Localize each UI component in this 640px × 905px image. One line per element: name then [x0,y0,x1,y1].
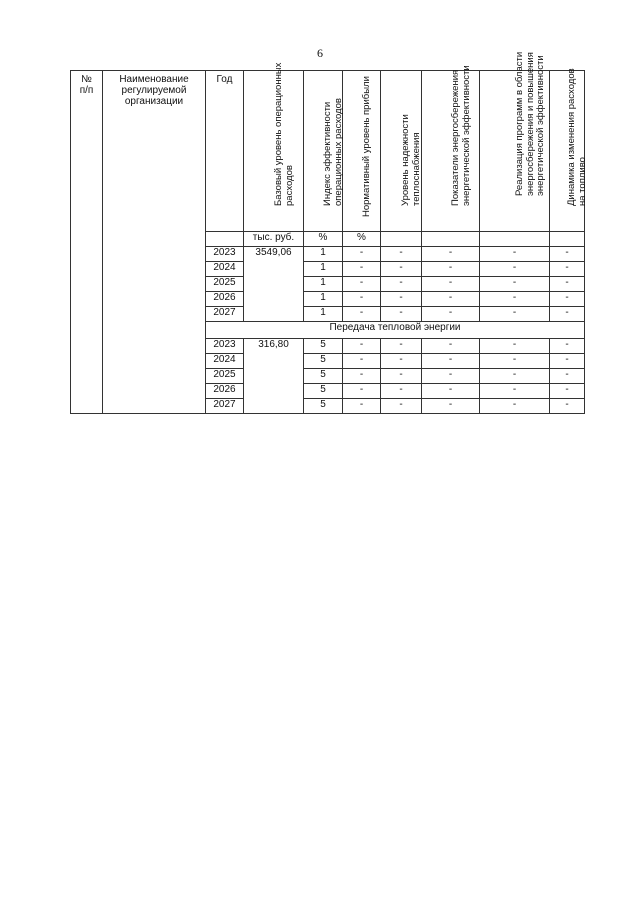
index-cell: 1 [304,292,343,307]
programs-cell: - [480,384,550,399]
energy-cell: - [422,354,480,369]
year-cell: 2024 [206,262,244,277]
year-cell: 2024 [206,354,244,369]
base-value-cell: 316,80 [244,339,304,414]
reliability-cell: - [381,369,422,384]
reliability-cell: - [381,292,422,307]
fuel-cell: - [550,292,585,307]
programs-cell: - [480,262,550,277]
header-index: Индекс эффективности операционных расходов [304,71,343,232]
table-body [71,51,588,414]
reliability-cell: - [381,399,422,414]
fuel-cell: - [550,384,585,399]
index-cell: 1 [304,277,343,292]
index-cell: 5 [304,369,343,384]
programs-cell: - [480,369,550,384]
profit-cell: - [343,262,381,277]
index-cell: 1 [304,247,343,262]
header-year: Год [206,71,244,232]
energy-cell: - [422,339,480,354]
energy-cell: - [422,369,480,384]
unit-profit: % [343,232,381,247]
reliability-cell: - [381,262,422,277]
header-programs: Реализация программ в области энергосбережения и повышения энергетической эффективности [480,71,550,232]
fuel-cell: - [550,339,585,354]
year-cell: 2025 [206,277,244,292]
reliability-cell: - [381,277,422,292]
base-value-cell: 3549,06 [244,247,304,322]
programs-cell: - [480,339,550,354]
profit-cell: - [343,277,381,292]
year-cell: 2023 [206,339,244,354]
index-cell: 5 [304,399,343,414]
energy-cell: - [422,399,480,414]
index-cell: 5 [304,384,343,399]
tariff-table [70,51,588,414]
header-fuel: Динамика изменения расходов на топливо [550,71,585,232]
year-cell: 2026 [206,292,244,307]
profit-cell: - [343,369,381,384]
profit-cell: - [343,384,381,399]
programs-cell: - [480,247,550,262]
unit-base: тыс. руб. [244,232,304,247]
profit-cell: - [343,354,381,369]
profit-cell: - [343,292,381,307]
year-cell: 2026 [206,384,244,399]
energy-cell: - [422,247,480,262]
profit-cell: - [343,247,381,262]
header-num: № п/п [71,71,103,414]
fuel-cell: - [550,247,585,262]
programs-cell: - [480,277,550,292]
profit-cell: - [343,307,381,322]
section-title: Передача тепловой энергии [206,322,585,339]
programs-cell: - [480,399,550,414]
profit-cell: - [343,399,381,414]
page-number: 6 [317,46,323,60]
fuel-cell: - [550,277,585,292]
fuel-cell: - [550,369,585,384]
reliability-cell: - [381,307,422,322]
reliability-cell: - [381,384,422,399]
year-cell: 2025 [206,369,244,384]
year-cell: 2023 [206,247,244,262]
reliability-cell: - [381,354,422,369]
energy-cell: - [422,277,480,292]
index-cell: 5 [304,339,343,354]
header-energy: Показатели энергосбережения энергетической эффективности [422,71,480,232]
energy-cell: - [422,292,480,307]
header-reliability: Уровень надежности теплоснабжения [381,71,422,232]
programs-cell: - [480,292,550,307]
reliability-cell: - [381,247,422,262]
energy-cell: - [422,384,480,399]
header-profit: Нормативный уровень прибыли [343,71,381,232]
unit-index: % [304,232,343,247]
profit-cell: - [343,339,381,354]
index-cell: 5 [304,354,343,369]
programs-cell: - [480,307,550,322]
energy-cell: - [422,307,480,322]
fuel-cell: - [550,262,585,277]
year-cell: 2027 [206,307,244,322]
index-cell: 1 [304,307,343,322]
fuel-cell: - [550,399,585,414]
energy-cell: - [422,262,480,277]
reliability-cell: - [381,339,422,354]
fuel-cell: - [550,354,585,369]
programs-cell: - [480,354,550,369]
header-org: Наименование регулируемой организации [103,71,206,414]
header-row [71,71,585,232]
index-cell: 1 [304,262,343,277]
year-cell: 2027 [206,399,244,414]
header-base: Базовый уровень операционных расходов [244,71,304,232]
fuel-cell: - [550,307,585,322]
